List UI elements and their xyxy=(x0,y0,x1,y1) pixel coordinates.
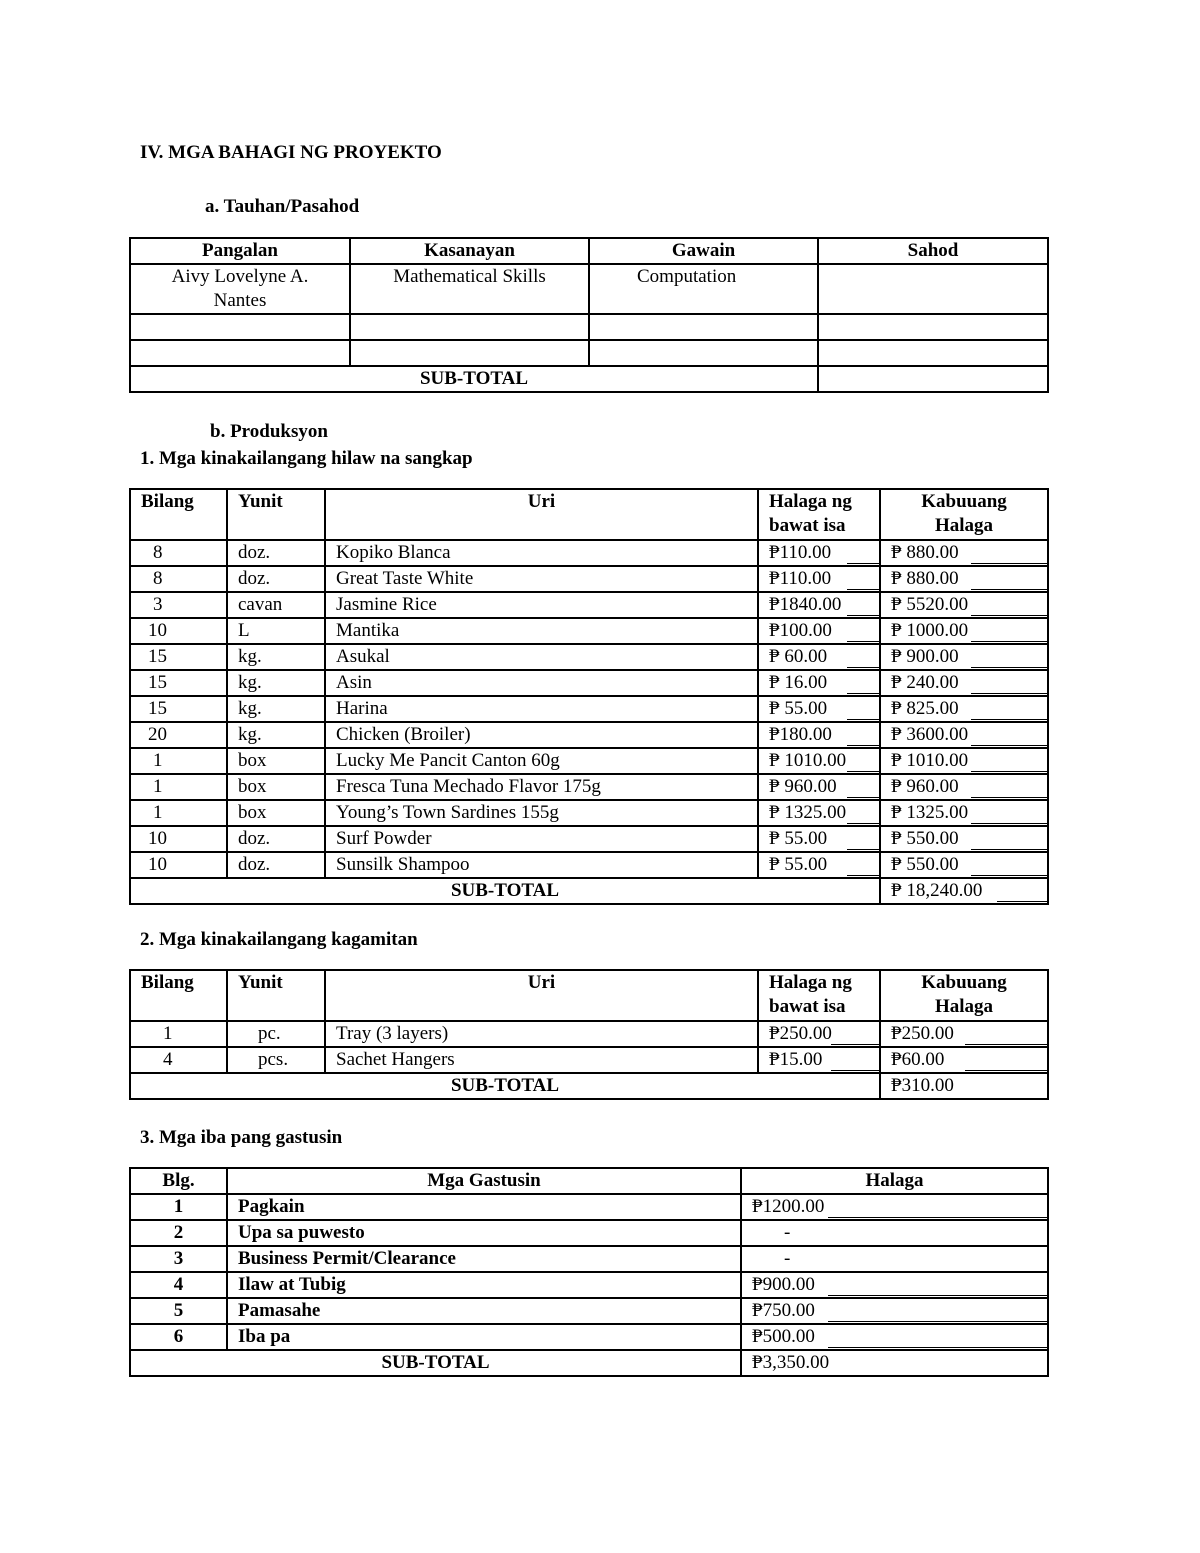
subtotal-label: SUB-TOTAL xyxy=(130,1073,880,1099)
table-row xyxy=(130,774,1048,800)
expense-name: Ilaw at Tubig xyxy=(227,1272,741,1298)
total-cell: ₱60.00 xyxy=(880,1047,1048,1073)
table-row xyxy=(130,592,1048,618)
section-2-title: 2. Mga kinakailangang kagamitan xyxy=(140,929,418,950)
table-row xyxy=(130,670,1048,696)
qty-cell: 10 xyxy=(130,852,227,878)
col-header-sahod: Sahod xyxy=(818,238,1048,264)
qty-cell: 1 xyxy=(130,800,227,826)
expense-name: Iba pa xyxy=(227,1324,741,1350)
unit-price-cell: ₱250.00 xyxy=(758,1021,880,1047)
unit-price-cell: ₱100.00 xyxy=(758,618,880,644)
item-cell: Asin xyxy=(325,670,758,696)
total-cell: ₱ 960.00 xyxy=(880,774,1048,800)
item-cell: Harina xyxy=(325,696,758,722)
table-row xyxy=(130,1298,1048,1324)
expense-number: 2 xyxy=(130,1220,227,1246)
item-cell: Great Taste White xyxy=(325,566,758,592)
unit-price-cell: ₱15.00 xyxy=(758,1047,880,1073)
unit-cell: box xyxy=(227,748,325,774)
unit-price-cell: ₱ 55.00 xyxy=(758,696,880,722)
table-row xyxy=(130,826,1048,852)
qty-cell: 15 xyxy=(130,644,227,670)
expense-amount: - xyxy=(741,1220,1048,1246)
expense-number: 4 xyxy=(130,1272,227,1298)
unit-price-cell: ₱ 1010.00 xyxy=(758,748,880,774)
qty-cell: 10 xyxy=(130,618,227,644)
qty-cell: 3 xyxy=(130,592,227,618)
unit-cell: kg. xyxy=(227,696,325,722)
qty-cell: 8 xyxy=(130,566,227,592)
qty-cell: 4 xyxy=(130,1047,227,1073)
qty-cell: 1 xyxy=(130,748,227,774)
subtotal-label: SUB-TOTAL xyxy=(130,366,818,392)
expense-number: 6 xyxy=(130,1324,227,1350)
qty-cell: 8 xyxy=(130,540,227,566)
unit-cell: pcs. xyxy=(227,1047,325,1073)
personnel-skill: Mathematical Skills xyxy=(350,264,589,314)
col-header-bilang: Bilang xyxy=(130,489,227,540)
unit-cell: pc. xyxy=(227,1021,325,1047)
expense-number: 5 xyxy=(130,1298,227,1324)
item-cell: Surf Powder xyxy=(325,826,758,852)
unit-price-cell: ₱ 60.00 xyxy=(758,644,880,670)
col-header-kasanayan: Kasanayan xyxy=(350,238,589,264)
total-cell: ₱ 1000.00 xyxy=(880,618,1048,644)
total-cell: ₱ 3600.00 xyxy=(880,722,1048,748)
subtotal-label: SUB-TOTAL xyxy=(130,878,880,904)
unit-cell: L xyxy=(227,618,325,644)
item-cell: Sachet Hangers xyxy=(325,1047,758,1073)
subtotal-value: ₱ 18,240.00 xyxy=(880,878,1048,904)
unit-price-cell: ₱1840.00 xyxy=(758,592,880,618)
expense-amount: ₱1200.00 xyxy=(741,1194,1048,1220)
unit-cell: doz. xyxy=(227,540,325,566)
table-row xyxy=(130,566,1048,592)
col-header-kabuuang-halaga: Kabuuang Halaga xyxy=(880,970,1048,1021)
table-row xyxy=(130,314,1048,340)
total-cell: ₱ 1010.00 xyxy=(880,748,1048,774)
unit-cell: box xyxy=(227,774,325,800)
table-row xyxy=(130,696,1048,722)
expense-name: Pamasahe xyxy=(227,1298,741,1324)
item-cell: Tray (3 layers) xyxy=(325,1021,758,1047)
col-header-gastusin: Mga Gastusin xyxy=(227,1168,741,1194)
expense-number: 3 xyxy=(130,1246,227,1272)
unit-price-cell: ₱ 1325.00 xyxy=(758,800,880,826)
subtotal-label: SUB-TOTAL xyxy=(130,1350,741,1376)
unit-price-cell: ₱110.00 xyxy=(758,540,880,566)
total-cell: ₱ 1325.00 xyxy=(880,800,1048,826)
unit-cell: doz. xyxy=(227,566,325,592)
table-row xyxy=(130,1324,1048,1350)
table-row xyxy=(130,1220,1048,1246)
item-cell: Fresca Tuna Mechado Flavor 175g xyxy=(325,774,758,800)
total-cell: ₱ 900.00 xyxy=(880,644,1048,670)
unit-price-cell: ₱ 55.00 xyxy=(758,852,880,878)
equipment-table xyxy=(129,969,1049,1100)
unit-price-cell: ₱ 55.00 xyxy=(758,826,880,852)
item-cell: Mantika xyxy=(325,618,758,644)
col-header-yunit: Yunit xyxy=(227,970,325,1021)
total-cell: ₱ 880.00 xyxy=(880,566,1048,592)
expense-amount: ₱500.00 xyxy=(741,1324,1048,1350)
unit-price-cell: ₱110.00 xyxy=(758,566,880,592)
table-row xyxy=(130,852,1048,878)
item-cell: Asukal xyxy=(325,644,758,670)
personnel-name: Aivy Lovelyne A. Nantes xyxy=(130,264,350,314)
unit-cell: kg. xyxy=(227,670,325,696)
col-header-kabuuang-halaga: Kabuuang Halaga xyxy=(880,489,1048,540)
total-cell: ₱ 825.00 xyxy=(880,696,1048,722)
qty-cell: 1 xyxy=(130,774,227,800)
expense-number: 1 xyxy=(130,1194,227,1220)
other-expenses-table xyxy=(129,1167,1049,1377)
section-3-title: 3. Mga iba pang gastusin xyxy=(140,1127,343,1148)
table-row xyxy=(130,1021,1048,1047)
expense-name: Pagkain xyxy=(227,1194,741,1220)
col-header-halaga: Halaga ng bawat isa xyxy=(758,489,880,540)
item-cell: Young’s Town Sardines 155g xyxy=(325,800,758,826)
table-row xyxy=(130,748,1048,774)
expense-amount: ₱750.00 xyxy=(741,1298,1048,1324)
item-cell: Sunsilk Shampoo xyxy=(325,852,758,878)
unit-price-cell: ₱180.00 xyxy=(758,722,880,748)
subtotal-value xyxy=(818,366,1048,392)
qty-cell: 1 xyxy=(130,1021,227,1047)
item-cell: Chicken (Broiler) xyxy=(325,722,758,748)
unit-cell: doz. xyxy=(227,826,325,852)
col-header-bilang: Bilang xyxy=(130,970,227,1021)
item-cell: Jasmine Rice xyxy=(325,592,758,618)
raw-materials-table xyxy=(129,488,1049,905)
unit-price-cell: ₱ 16.00 xyxy=(758,670,880,696)
section-b1-title: 1. Mga kinakailangang hilaw na sangkap xyxy=(140,448,473,469)
subtotal-value: ₱310.00 xyxy=(880,1073,1048,1099)
table-row xyxy=(130,1194,1048,1220)
section-a-title: a. Tauhan/Pasahod xyxy=(205,196,360,217)
table-row xyxy=(130,1272,1048,1298)
total-cell: ₱ 550.00 xyxy=(880,826,1048,852)
unit-cell: kg. xyxy=(227,722,325,748)
table-row xyxy=(130,1246,1048,1272)
qty-cell: 20 xyxy=(130,722,227,748)
item-cell: Lucky Me Pancit Canton 60g xyxy=(325,748,758,774)
qty-cell: 10 xyxy=(130,826,227,852)
unit-cell: kg. xyxy=(227,644,325,670)
col-header-uri: Uri xyxy=(325,970,758,1021)
col-header-yunit: Yunit xyxy=(227,489,325,540)
table-row xyxy=(130,264,1048,314)
personnel-table xyxy=(129,237,1049,393)
table-row xyxy=(130,618,1048,644)
total-cell: ₱ 5520.00 xyxy=(880,592,1048,618)
col-header-halaga: Halaga ng bawat isa xyxy=(758,970,880,1021)
expense-amount: - xyxy=(741,1246,1048,1272)
expense-amount: ₱900.00 xyxy=(741,1272,1048,1298)
section-b-title: b. Produksyon xyxy=(210,421,328,442)
total-cell: ₱ 550.00 xyxy=(880,852,1048,878)
table-row xyxy=(130,722,1048,748)
unit-cell: cavan xyxy=(227,592,325,618)
subtotal-value: ₱3,350.00 xyxy=(741,1350,1048,1376)
total-cell: ₱ 240.00 xyxy=(880,670,1048,696)
table-row xyxy=(130,644,1048,670)
item-cell: Kopiko Blanca xyxy=(325,540,758,566)
table-row xyxy=(130,1047,1048,1073)
col-header-uri: Uri xyxy=(325,489,758,540)
personnel-task: Computation xyxy=(589,264,818,314)
total-cell: ₱ 880.00 xyxy=(880,540,1048,566)
table-row xyxy=(130,540,1048,566)
total-cell: ₱250.00 xyxy=(880,1021,1048,1047)
personnel-salary xyxy=(818,264,1048,314)
col-header-halaga: Halaga xyxy=(741,1168,1048,1194)
col-header-blg: Blg. xyxy=(130,1168,227,1194)
col-header-pangalan: Pangalan xyxy=(130,238,350,264)
table-row xyxy=(130,340,1048,366)
table-row xyxy=(130,800,1048,826)
unit-cell: box xyxy=(227,800,325,826)
unit-price-cell: ₱ 960.00 xyxy=(758,774,880,800)
expense-name: Business Permit/Clearance xyxy=(227,1246,741,1272)
qty-cell: 15 xyxy=(130,696,227,722)
qty-cell: 15 xyxy=(130,670,227,696)
unit-cell: doz. xyxy=(227,852,325,878)
page-heading: IV. MGA BAHAGI NG PROYEKTO xyxy=(140,142,442,163)
expense-name: Upa sa puwesto xyxy=(227,1220,741,1246)
col-header-gawain: Gawain xyxy=(589,238,818,264)
